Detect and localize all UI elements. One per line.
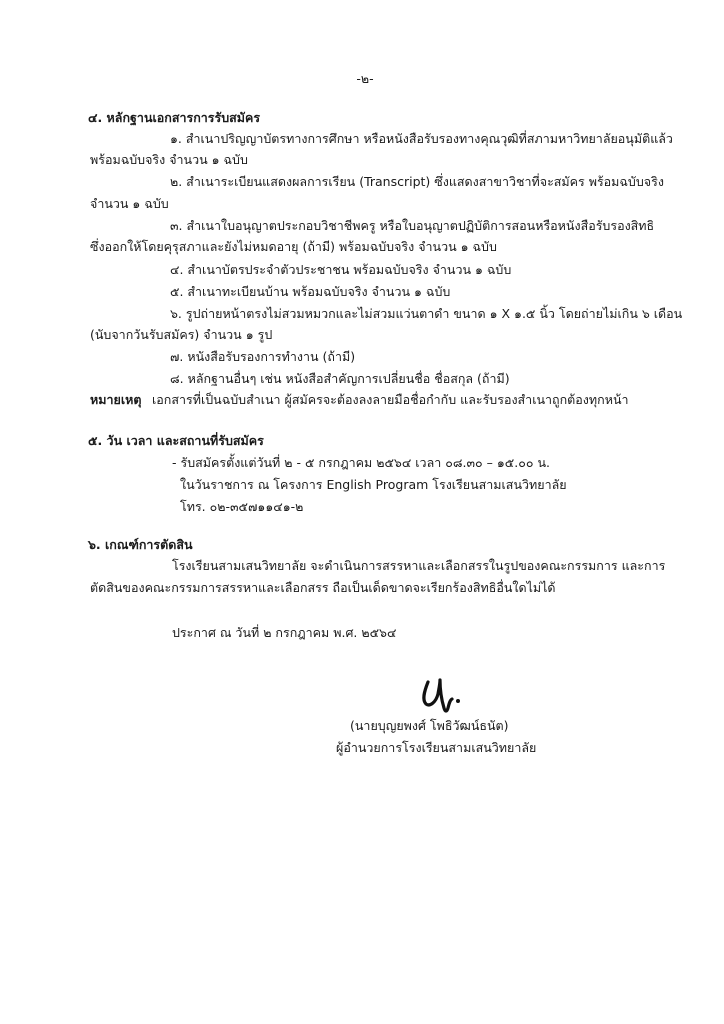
section5-heading: ๕. วัน เวลา และสถานที่รับสมัคร [88, 433, 264, 448]
section5-line3: โทร. ๐๒-๓๕๗๑๑๔๑-๒ [180, 499, 304, 514]
announcement-date: ประกาศ ณ วันที่ ๒ กรกฎาคม พ.ศ. ๒๕๖๔ [172, 625, 397, 640]
section4-item1-line2: พร้อมฉบับจริง จำนวน ๑ ฉบับ [90, 152, 248, 167]
section6-line2: ตัดสินของคณะกรรมการสรรหาและเลือกสรร ถือเป็นเด็ดขาดจะเรียกร้องสิทธิอื่นใดไม่ได้ [90, 580, 556, 595]
section4-item7: ๗. หนังสือรับรองการทำงาน (ถ้ามี) [170, 349, 356, 364]
section6-heading: ๖. เกณฑ์การตัดสิน [88, 537, 193, 552]
handwritten-signature [414, 672, 470, 716]
section4-item3-line2: ซึ่งออกให้โดยคุรุสภาและยังไม่หมดอายุ (ถ้ามี) พร้อมฉบับจริง จำนวน ๑ ฉบับ [90, 239, 497, 254]
section4-heading: ๔. หลักฐานเอกสารการรับสมัคร [88, 110, 261, 125]
section5-line2: ในวันราชการ ณ โครงการ English Program โรงเรียนสามเสนวิทยาลัย [180, 477, 567, 492]
page-number: -๒- [356, 71, 374, 86]
section4-item8: ๘. หลักฐานอื่นๆ เช่น หนังสือสำคัญการเปลี่ยนชื่อ ชื่อสกุล (ถ้ามี) [170, 371, 510, 386]
signer-name: (นายบุญยพงศ์ โพธิวัฒน์ธนัต) [350, 718, 509, 733]
note-text: เอกสารที่เป็นฉบับสำเนา ผู้สมัครจะต้องลงลายมือชื่อกำกับ และรับรองสำเนาถูกต้องทุกหน้า [152, 392, 629, 407]
section4-item3-line1: ๓. สำเนาใบอนุญาตประกอบวิชาชีพครู หรือใบอนุญาตปฏิบัติการสอนหรือหนังสือรับรองสิทธิ [170, 218, 655, 233]
note-label: หมายเหตุ [90, 392, 142, 407]
section4-item6-line2: (นับจากวันรับสมัคร) จำนวน ๑ รูป [90, 327, 273, 342]
section5-line1: - รับสมัครตั้งแต่วันที่ ๒ - ๕ กรกฎาคม ๒๕๖๔ เวลา ๐๘.๓๐ – ๑๕.๐๐ น. [172, 455, 550, 470]
section4-item1-line1: ๑. สำเนาปริญญาบัตรทางการศึกษา หรือหนังสือรับรองทางคุณวุฒิที่สภามหาวิทยาลัยอนุมัติแล้ว [170, 131, 673, 146]
section4-item2-line1: ๒. สำเนาระเบียนแสดงผลการเรียน (Transcript) ซึ่งแสดงสาขาวิชาที่จะสมัคร พร้อมฉบับจริง [170, 174, 664, 189]
section4-item6-line1: ๖. รูปถ่ายหน้าตรงไม่สวมหมวกและไม่สวมแว่นตาดำ ขนาด ๑ X ๑.๕ นิ้ว โดยถ่ายไม่เกิน ๖ เดือน [170, 306, 683, 321]
section4-item2-line2: จำนวน ๑ ฉบับ [90, 196, 169, 211]
signer-position: ผู้อำนวยการโรงเรียนสามเสนวิทยาลัย [336, 740, 537, 755]
section4-item5: ๕. สำเนาทะเบียนบ้าน พร้อมฉบับจริง จำนวน ๑ ฉบับ [170, 284, 451, 299]
section6-line1: โรงเรียนสามเสนวิทยาลัย จะดำเนินการสรรหาและเลือกสรรในรูปของคณะกรรมการ และการ [172, 558, 666, 573]
section4-item4: ๔. สำเนาบัตรประจำตัวประชาชน พร้อมฉบับจริง จำนวน ๑ ฉบับ [170, 262, 512, 277]
